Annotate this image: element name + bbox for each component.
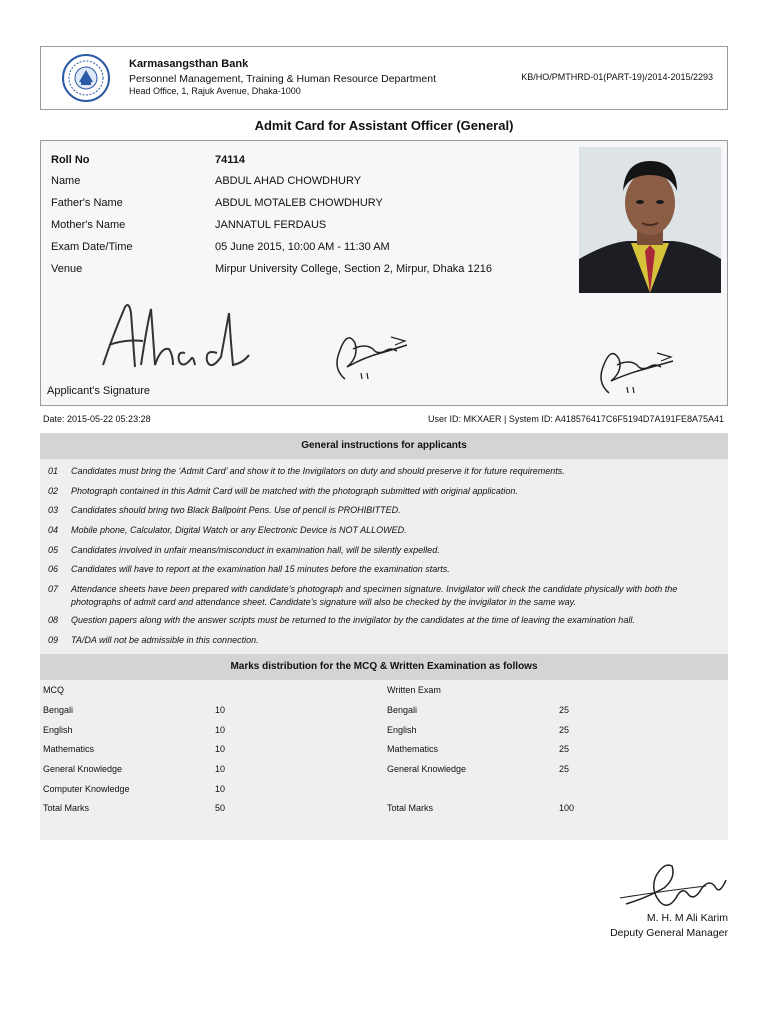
instruction-text: Candidates should bring two Black Ballpoint Pens. Use of pencil is PROHIBITTED.: [71, 505, 401, 515]
instructions-heading: General instructions for applicants: [40, 433, 728, 459]
mcq-total-label: Total Marks: [43, 803, 90, 813]
candidate-card: [40, 140, 728, 406]
applicant-photo: [579, 147, 721, 293]
field-label: Father's Name: [51, 197, 123, 209]
mcq-subject: English: [43, 725, 73, 735]
written-marks: 25: [559, 725, 570, 735]
reference-number: KB/HO/PMTHRD-01(PART-19)/2014-2015/2293: [521, 72, 713, 82]
field-value: ABDUL AHAD CHOWDHURY: [215, 175, 362, 187]
written-marks: 25: [559, 744, 570, 754]
bank-address: Head Office, 1, Rajuk Avenue, Dhaka-1000: [129, 86, 301, 96]
instruction-number: 04: [48, 525, 59, 535]
written-subject: General Knowledge: [387, 764, 467, 774]
instruction-text: Mobile phone, Calculator, Digital Watch or any Electronic Device is NOT ALLOWED.: [71, 525, 407, 535]
applicant-signature-image: [95, 295, 255, 385]
field-label: Exam Date/Time: [51, 241, 133, 253]
manager-signature-image: [616, 858, 730, 914]
bank-logo: [61, 53, 111, 103]
written-total-marks: 100: [559, 803, 575, 813]
instruction-number: 03: [48, 505, 59, 515]
instruction-number: 09: [48, 635, 59, 645]
instruction-text: Candidates involved in unfair means/misconduct in examination hall, will be silently expelled.: [71, 545, 440, 555]
mcq-marks: 10: [215, 705, 226, 715]
written-subject: Mathematics: [387, 744, 439, 754]
marks-heading: Marks distribution for the MCQ & Written Examination as follows: [40, 654, 728, 680]
mcq-total-marks: 50: [215, 803, 226, 813]
field-label: Venue: [51, 263, 83, 275]
bank-name: Karmasangsthan Bank: [129, 58, 249, 70]
mcq-subject: Computer Knowledge: [43, 784, 130, 794]
mcq-marks: 10: [215, 744, 226, 754]
instruction-text: TA/DA will not be admissible in this connection.: [71, 635, 259, 645]
instruction-text: Candidates must bring the ‘Admit Card’ and show it to the Invigilators on duty and should preserve it for future requirements.: [71, 466, 565, 476]
written-title: Written Exam: [387, 685, 441, 695]
system-ids: User ID: MKXAER | System ID: A418576417C6F5194D7A191FE8A75A41: [428, 414, 724, 424]
marks-section: [40, 654, 728, 840]
written-marks: 25: [559, 764, 570, 774]
instruction-number: 02: [48, 486, 59, 496]
mcq-marks: 10: [215, 784, 226, 794]
invigilator-signature-image: [325, 313, 415, 385]
manager-designation: Deputy General Manager: [610, 927, 728, 939]
field-value: Mirpur University College, Section 2, Mirpur, Dhaka 1216: [215, 263, 492, 275]
instruction-text: Photograph contained in this Admit Card will be matched with the photograph submitted with original application.: [71, 486, 518, 496]
field-label: Mother's Name: [51, 219, 126, 231]
department-name: Personnel Management, Training & Human Resource Department: [129, 73, 436, 85]
instruction-text: Attendance sheets have been prepared with candidate’s photograph and specimen signature. Invigilator will check the candidate physically with both the photographs of admit card and attendance sheet. Candidate’s signature will also be checked by the invigilator in the same way.: [71, 584, 678, 607]
manager-name: M. H. M Ali Karim: [646, 912, 728, 924]
instruction-number: 07: [48, 584, 59, 594]
applicant-signature-label: Applicant's Signature: [47, 385, 150, 397]
authority-signature-image: [593, 333, 683, 399]
field-value: JANNATUL FERDAUS: [215, 219, 327, 231]
written-marks: 25: [559, 705, 570, 715]
instruction-number: 01: [48, 466, 59, 476]
page-title: Admit Card for Assistant Officer (General): [254, 118, 514, 133]
mcq-marks: 10: [215, 725, 226, 735]
field-label: Name: [51, 175, 81, 187]
instruction-number: 05: [48, 545, 59, 555]
written-subject: Bengali: [387, 705, 418, 715]
field-value: ABDUL MOTALEB CHOWDHURY: [215, 197, 383, 209]
issue-date: Date: 2015-05-22 05:23:28: [43, 414, 151, 424]
mcq-title: MCQ: [43, 685, 64, 695]
mcq-subject: Mathematics: [43, 744, 95, 754]
instruction-number: 06: [48, 564, 59, 574]
instruction-text: Question papers along with the answer scripts must be returned to the invigilator by the candidates at the time of leaving the examination hall.: [71, 615, 635, 625]
instruction-text: Candidates will have to report at the examination hall 15 minutes before the examination starts.: [71, 564, 450, 574]
mcq-marks: 10: [215, 764, 226, 774]
mcq-subject: General Knowledge: [43, 764, 123, 774]
mcq-subject: Bengali: [43, 705, 74, 715]
field-value: 05 June 2015, 10:00 AM - 11:30 AM: [215, 241, 390, 253]
field-label: Roll No: [51, 154, 90, 166]
written-total-label: Total Marks: [387, 803, 434, 813]
instruction-number: 08: [48, 615, 59, 625]
instructions-section: [40, 433, 728, 654]
written-subject: English: [387, 725, 417, 735]
bank-header: [40, 46, 728, 110]
field-value: 74114: [215, 154, 245, 166]
